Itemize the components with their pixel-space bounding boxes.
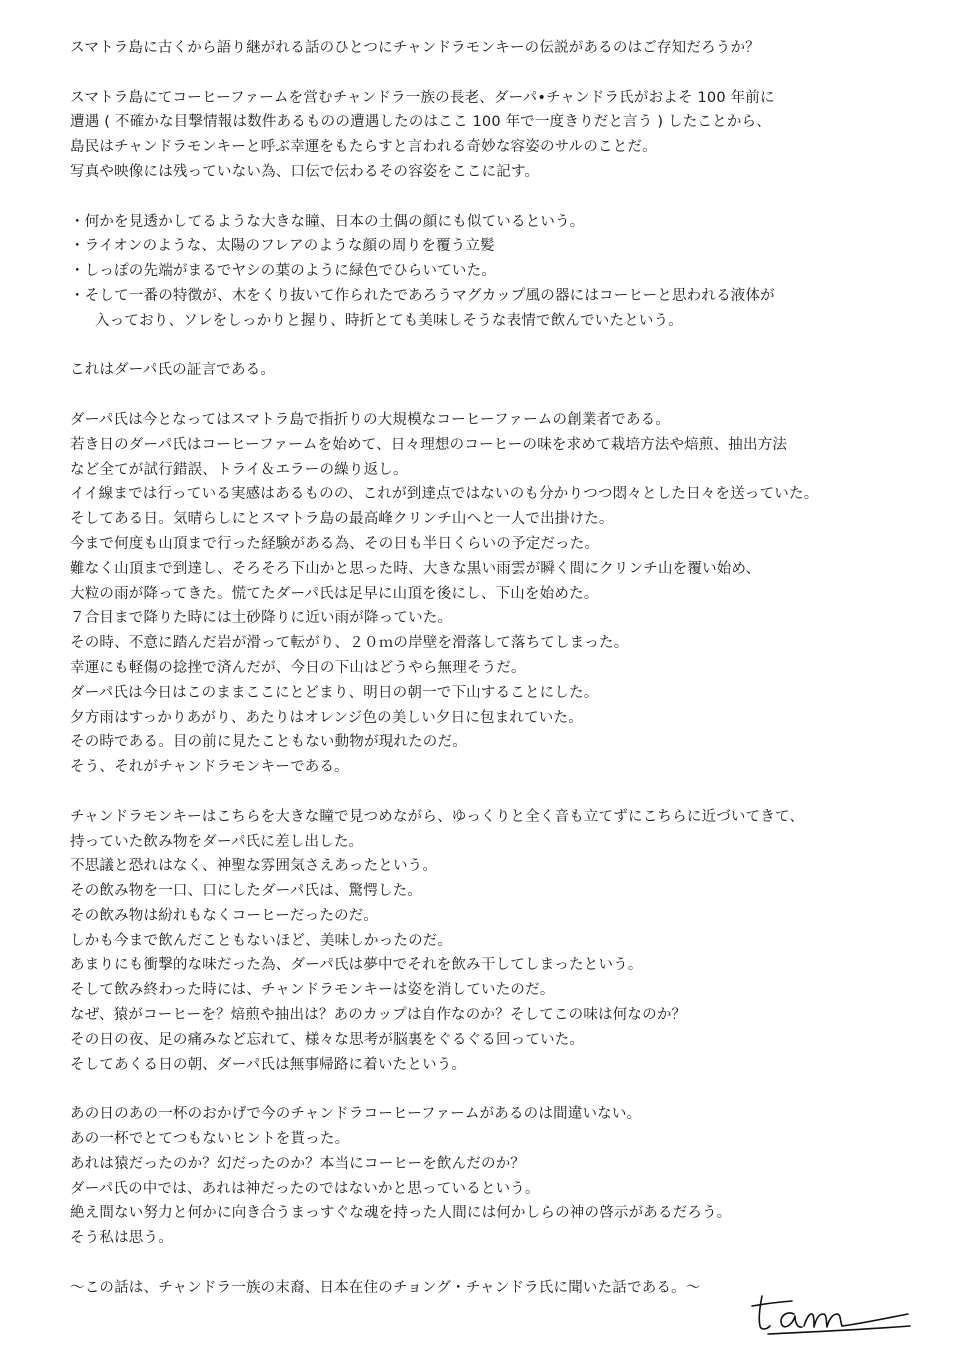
- text-line: その時である。目の前に見たこともない動物が現れたのだ。: [70, 734, 467, 751]
- text-line: ７合目まで降りた時には土砂降りに近い雨が降っていた。: [70, 610, 453, 627]
- text-line: あの日のあの一杯のおかげで今のチャンドラコーヒーファームがあるのは間違いない。: [70, 1106, 642, 1123]
- paragraph-gap: [70, 1077, 900, 1102]
- text-line: など全てが試行錯誤、トライ＆エラーの繰り返し。: [70, 461, 408, 478]
- text-line: あの一杯でとてつもないヒントを貰った。: [70, 1131, 350, 1148]
- text-line: なぜ、猿がコーヒーを？焙煎や抽出は？あのカップは自作なのか？そしてこの味は何なのか？: [70, 1007, 687, 1024]
- text-line: ダーパ氏の中では、あれは神だったのではないかと思っているという。: [70, 1180, 540, 1197]
- text-line: しかも今まで飲んだこともないほど、美味しかったのだ。: [70, 932, 453, 949]
- text-line: 今まで何度も山頂まで行った経験がある為、その日も半日くらいの予定だった。: [70, 535, 600, 552]
- text-line: 不思議と恐れはなく、神聖な雰囲気さえあったという。: [70, 858, 438, 875]
- text-line: その日の夜、足の痛みなど忘れて、様々な思考が脳裏をぐるぐる回っていた。: [70, 1031, 585, 1048]
- bullet-item: ・何かを見透かしてるような大きな瞳、日本の土偶の顔にも似ているという。: [70, 213, 585, 230]
- text-line: 若き日のダーパ氏はコーヒーファームを始めて、日々理想のコーヒーの味を求めて栽培方法や焙煎、抽出方法: [70, 436, 788, 453]
- text-line: ダーパ氏は今日はこのままここにとどまり、明日の朝一で下山することにした。: [70, 684, 599, 701]
- text-line: 写真や映像には残っていない為、口伝で伝わるその容姿をここに記す。: [70, 163, 540, 180]
- text-line: そう私は思う。: [70, 1230, 173, 1247]
- closing-line: 〜この話は、チャンドラ一族の末裔、日本在住のチョング・チャンドラ氏に聞いた話である。〜: [70, 1279, 701, 1296]
- text-line: スマトラ島にてコーヒーファームを営むチャンドラ一族の長老、ダーパ•チャンドラ氏がおよそ 100 年前に: [70, 89, 775, 106]
- text-line: 夕方雨はすっかりあがり、あたりはオレンジ色の美しい夕日に包まれていた。: [70, 709, 583, 726]
- paragraph-gap: [70, 61, 900, 86]
- text-line: そして飲み終わった時には、チャンドラモンキーは姿を消していたのだ。: [70, 982, 555, 999]
- text-line: その飲み物は紛れもなくコーヒーだったのだ。: [70, 907, 379, 924]
- text-line: その時、不意に踏んだ岩が滑って転がり、２０ｍの岸壁を滑落して落ちてしまった。: [70, 635, 629, 652]
- text-line: そしてある日。気晴らしにとスマトラ島の最高峰クリンチ山へと一人で出掛けた。: [70, 511, 614, 528]
- bullet-item: ・しっぽの先端がまるでヤシの葉のように緑色でひらいていた。: [70, 263, 497, 280]
- paragraph-gap: [70, 780, 900, 805]
- intro-line: スマトラ島に古くから語り継がれる話のひとつにチャンドラモンキーの伝説があるのはご存知だろうか？: [70, 40, 760, 56]
- text-line: ダーパ氏は今となってはスマトラ島で指折りの大規模なコーヒーファームの創業者である。: [70, 411, 671, 428]
- bullet-item: ・ライオンのような、太陽のフレアのような顔の周りを覆う立髪: [70, 238, 495, 255]
- text-line: 遭遇 ( 不確かな目撃情報は数件あるものの遭遇したのはここ 100 年で一度きりだと言う ) したことから、: [70, 114, 771, 131]
- paragraph-gap: [70, 334, 900, 359]
- text-line: これはダーパ氏の証言である。: [70, 362, 276, 379]
- text-line: 幸運にも軽傷の捻挫で済んだが、今日の下山はどうやら無理そうだ。: [70, 659, 526, 676]
- story-document: [70, 36, 900, 1301]
- text-line: イイ線までは行っている実感はあるものの、これが到達点ではないのも分かりつつ悶々とした日々を送っていた。: [70, 486, 819, 503]
- text-line: あまりにも衝撃的な味だった為、ダーパ氏は夢中でそれを飲み干してしまったという。: [70, 957, 643, 974]
- paragraph-gap: [70, 383, 900, 408]
- text-line: あれは猿だったのか？幻だったのか？本当にコーヒーを飲んだのか？: [70, 1155, 526, 1172]
- paragraph-gap: [70, 1251, 900, 1276]
- text-line: チャンドラモンキーはこちらを大きな瞳で見つめながら、ゆっくりと全く音も立てずにこちらに近づいてきて、: [70, 808, 805, 825]
- text-line: そう、それがチャンドラモンキーである。: [70, 759, 349, 776]
- paragraph-gap: [70, 185, 900, 210]
- text-line: 持っていた飲み物をダーパ氏に差し出した。: [70, 833, 364, 850]
- text-line: そしてあくる日の朝、ダーパ氏は無事帰路に着いたという。: [70, 1056, 467, 1073]
- text-line: 難なく山頂まで到達し、そろそろ下山かと思った時、大きな黒い雨雲が瞬く間にクリンチ山を覆い始め、: [70, 560, 761, 577]
- text-line: 絶え間ない努力と何かに向き合うまっすぐな魂を持った人間には何かしらの神の啓示があるだろう。: [70, 1205, 732, 1222]
- text-line: 島民はチャンドラモンキーと呼ぶ幸運をもたらすと言われる奇妙な容姿のサルのことだ。: [70, 139, 657, 156]
- bullet-item: ・そして一番の特徴が、木をくり抜いて作られたであろうマグカップ風の器にはコーヒーと思われる液体が: [70, 287, 775, 304]
- bullet-continuation: 入っており、ソレをしっかりと握り、時折とても美味しそうな表情で飲んでいたという。: [95, 312, 683, 329]
- text-line: その飲み物を一口、口にしたダーパ氏は、驚愕した。: [70, 883, 423, 900]
- text-line: 大粒の雨が降ってきた。慌てたダーパ氏は足早に山頂を後にし、下山を始めた。: [70, 585, 599, 602]
- signature-image: [748, 1290, 914, 1338]
